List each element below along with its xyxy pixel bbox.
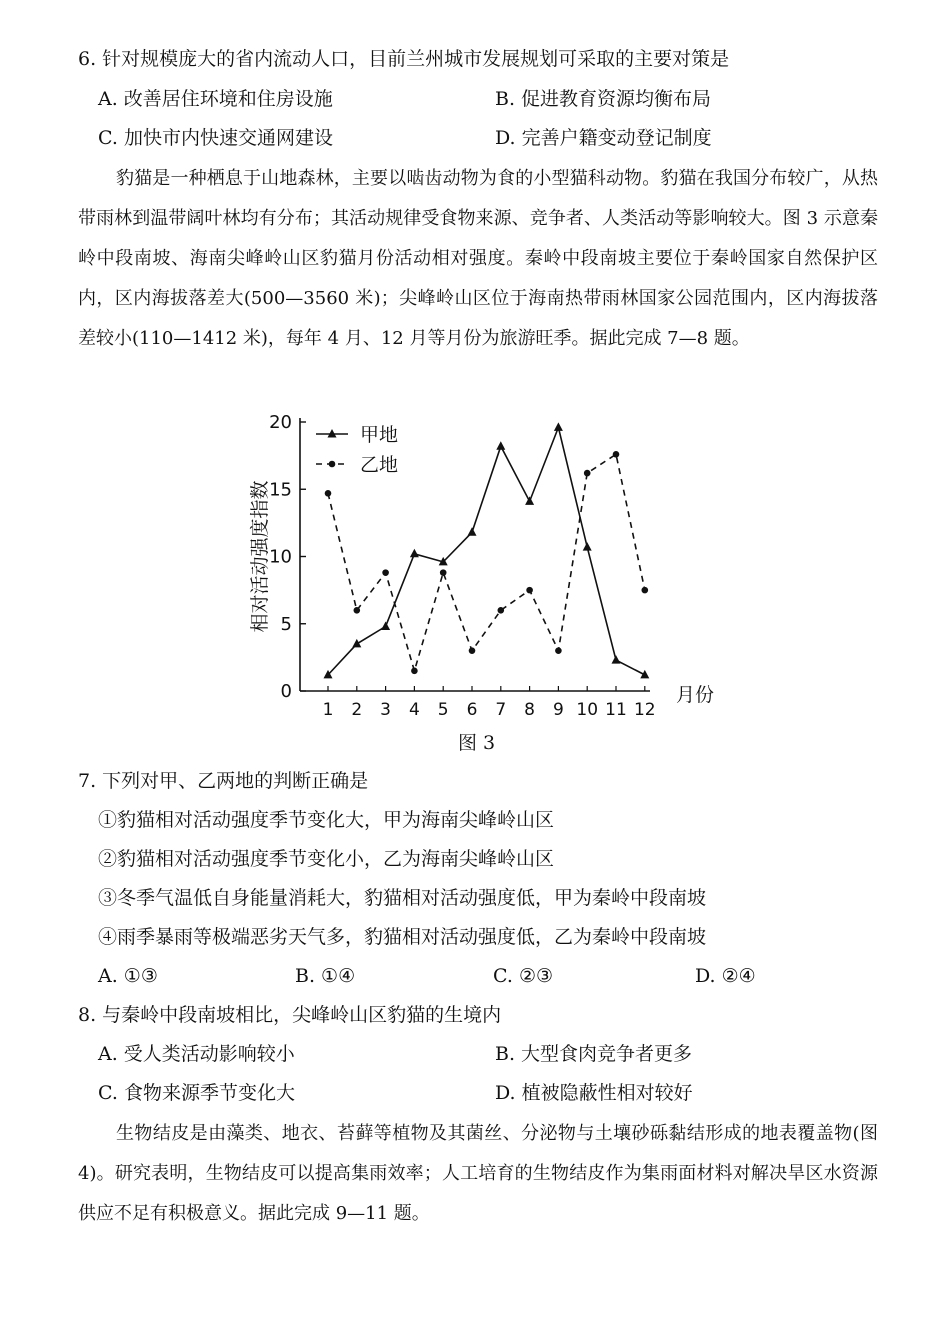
q7-stem: 7. 下列对甲、乙两地的判断正确是 [78, 770, 369, 792]
q8-option-d: D. 植被隐蔽性相对较好 [495, 1082, 693, 1104]
series-2-point [354, 607, 361, 614]
x-tick-label: 8 [524, 700, 536, 720]
y-tick-label: 10 [269, 546, 292, 568]
x-tick-label: 12 [633, 700, 656, 720]
x-tick-label: 3 [380, 700, 392, 720]
q6-option-b: B. 促进教育资源均衡布局 [495, 88, 712, 110]
x-axis-label: 月份 [676, 684, 715, 706]
x-tick-label: 1 [322, 700, 334, 720]
y-axis-label: 相对活动强度指数 [249, 480, 271, 633]
q8-option-c: C. 食物来源季节变化大 [98, 1082, 295, 1104]
q7-option-d: D. ②④ [695, 965, 756, 987]
series-1-point [352, 639, 361, 648]
x-tick-label: 11 [605, 700, 627, 720]
series-1-point [583, 542, 592, 551]
series-2-point [440, 569, 447, 576]
y-tick-label: 5 [280, 613, 292, 635]
legend-label-2: 乙地 [360, 454, 399, 476]
q7-option-a: A. ①③ [98, 965, 158, 987]
series-2-point [325, 490, 332, 497]
q8-stem: 8. 与秦岭中段南坡相比，尖峰岭山区豹猫的生境内 [78, 1004, 502, 1026]
series-1-point [554, 422, 563, 431]
series-2-point [469, 647, 476, 654]
series-2-point [498, 607, 505, 614]
passage-biocrust-text: 生物结皮是由藻类、地衣、苔藓等植物及其菌丝、分泌物与土壤砂砾黏结形成的地表覆盖物(图 4)。研究表明，生物结皮可以提高集雨效率；人工培育的生物结皮作为集雨面材料对解决旱区水资源供应不足有积极意义。据此完成 9—11 题。 [78, 1123, 878, 1224]
series-1-point [381, 621, 390, 630]
passage-leopard-cat-text: 豹猫是一种栖息于山地森林，主要以啮齿动物为食的小型猫科动物。豹猫在我国分布较广，从热带雨林到温带阔叶林均有分布；其活动规律受食物来源、竞争者、人类活动等影响较大。图 3 示意秦岭中段南坡、海南尖峰岭山区豹猫月份活动相对强度。秦岭中段南坡主要位于秦岭国家自然保护区内，区内海拔落差大(500—3560 米)；尖峰岭山区位于海南热带雨林国家公园范围内，区内海拔落差较小(110—1412 米)，每年 4 月、12 月等月份为旅游旺季。据此完成 7—8 题。 [78, 168, 878, 349]
x-tick-label: 7 [495, 700, 507, 720]
passage-leopard-cat [78, 159, 878, 359]
series-1-point [496, 441, 505, 450]
q7-statement-4: ④雨季暴雨等极端恶劣天气多，豹猫相对活动强度低，乙为秦岭中段南坡 [98, 926, 707, 948]
series-1-point [410, 549, 419, 558]
q7-statement-1: ①豹猫相对活动强度季节变化大，甲为海南尖峰岭山区 [98, 809, 555, 831]
series-2-point [526, 587, 533, 594]
figure-3-caption: 图 3 [458, 732, 496, 754]
series-1-point [525, 496, 534, 505]
series-2-point [555, 647, 562, 654]
series-1-point [468, 527, 477, 536]
x-tick-label: 9 [552, 700, 564, 720]
figure-3-line-chart [240, 400, 720, 760]
q6-stem: 6. 针对规模庞大的省内流动人口，目前兰州城市发展规划可采取的主要对策是 [78, 48, 730, 70]
series-2-point [411, 668, 418, 675]
q7-option-c: C. ②③ [493, 965, 554, 987]
passage-biocrust [78, 1114, 878, 1234]
series-2-point [382, 569, 389, 576]
x-tick-label: 6 [466, 700, 478, 720]
q7-statement-2: ②豹猫相对活动强度季节变化小，乙为海南尖峰岭山区 [98, 848, 555, 870]
legend-marker-dot [329, 461, 336, 468]
q6-option-a: A. 改善居住环境和住房设施 [98, 88, 333, 110]
series-2-point [584, 470, 591, 477]
q6-option-c: C. 加快市内快速交通网建设 [98, 127, 333, 149]
x-tick-label: 4 [408, 700, 420, 720]
q7-statement-3: ③冬季气温低自身能量消耗大，豹猫相对活动强度低，甲为秦岭中段南坡 [98, 887, 707, 909]
y-tick-label: 15 [269, 479, 292, 501]
legend-label-1: 甲地 [360, 424, 399, 446]
series-2-point [642, 587, 649, 594]
x-tick-label: 2 [351, 700, 363, 720]
q7-option-b: B. ①④ [295, 965, 356, 987]
series-2-point [613, 451, 620, 458]
x-tick-label: 10 [576, 700, 599, 720]
q8-option-b: B. 大型食肉竞争者更多 [495, 1043, 693, 1065]
q8-option-a: A. 受人类活动影响较小 [98, 1043, 295, 1065]
q6-option-d: D. 完善户籍变动登记制度 [495, 127, 712, 149]
series-1-point [612, 655, 621, 664]
x-tick-label: 5 [437, 700, 449, 720]
y-tick-label: 20 [269, 412, 292, 433]
y-tick-label: 0 [280, 681, 292, 702]
